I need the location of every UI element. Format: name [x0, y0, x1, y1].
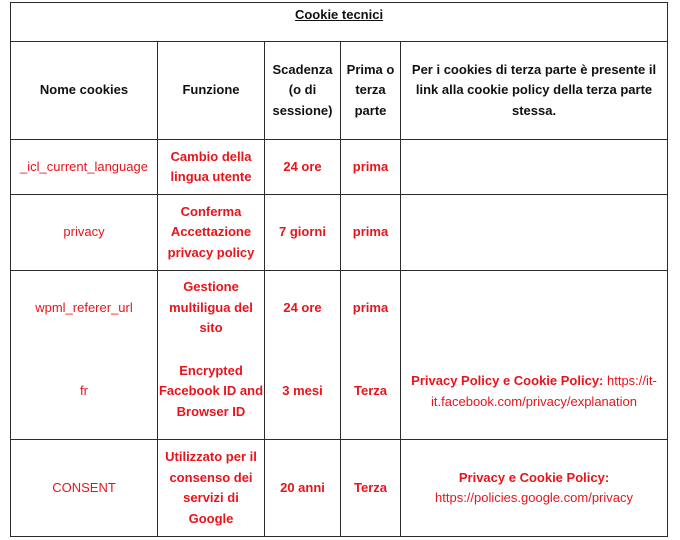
policy-link[interactable]: https://it-it.facebook.com/privacy/explanation	[431, 373, 657, 409]
cookie-party: prima	[341, 195, 401, 271]
cookie-name: _icl_current_language	[11, 140, 158, 195]
header-row	[11, 42, 668, 140]
cookie-party: Terza	[354, 383, 387, 399]
cookie-party: prima	[352, 299, 389, 315]
cookie-function: Utilizzato per il consenso dei servizi di Google	[158, 440, 265, 537]
cookie-name: wpml_referer_url	[35, 299, 133, 315]
cookie-expiry: 20 anni	[265, 440, 341, 537]
header-function: Funzione	[158, 42, 265, 140]
table-title: Cookie tecnici	[294, 7, 384, 22]
cookie-function: Cambio della lingua utente	[158, 140, 265, 195]
cookie-name: fr	[80, 383, 88, 399]
cookie-function: Encrypted Facebook ID and Browser ID	[158, 362, 264, 419]
cookie-expiry: 7 giorni	[265, 195, 341, 271]
header-name: Nome cookies	[11, 42, 158, 140]
cookie-function: Conferma Accettazione privacy policy	[158, 195, 265, 271]
header-third-party-note: Per i cookies di terza parte è presente il link alla cookie policy della terza parte stessa.	[401, 42, 668, 140]
cookie-policy	[409, 345, 659, 438]
cookie-party: prima	[341, 140, 401, 195]
cookie-name-merged	[11, 271, 158, 440]
cookie-policy-merged	[401, 271, 668, 440]
cookie-function-merged	[158, 271, 265, 440]
cookie-function: Gestione multiligua del sito	[169, 279, 253, 336]
cookie-party: Terza	[341, 440, 401, 537]
table-row	[11, 140, 668, 195]
cookie-table	[10, 2, 668, 537]
policy-link[interactable]: https://policies.google.com/privacy	[435, 490, 633, 505]
cookie-party-merged	[341, 271, 401, 440]
cookie-expiry-merged	[265, 271, 341, 440]
cookie-policy	[401, 140, 668, 195]
cookie-policy	[401, 440, 668, 537]
table-row	[11, 440, 668, 537]
table-row	[11, 195, 668, 271]
cookie-expiry: 3 mesi	[282, 383, 323, 399]
header-expiry: Scadenza (o di sessione)	[265, 42, 341, 140]
table-title-cell	[11, 3, 668, 42]
cookie-expiry: 24 ore	[283, 299, 322, 315]
cookie-policy	[401, 195, 668, 271]
cookie-policy	[409, 271, 659, 345]
policy-label: Privacy Policy e Cookie Policy:	[411, 373, 604, 388]
cookie-name: privacy	[11, 195, 158, 271]
header-party: Prima o terza parte	[341, 42, 401, 140]
table-row-merged	[11, 271, 668, 440]
cookie-expiry: 24 ore	[265, 140, 341, 195]
cookie-name: CONSENT	[11, 440, 158, 537]
policy-label: Privacy e Cookie Policy:	[458, 469, 610, 485]
table-title-row	[11, 3, 668, 42]
